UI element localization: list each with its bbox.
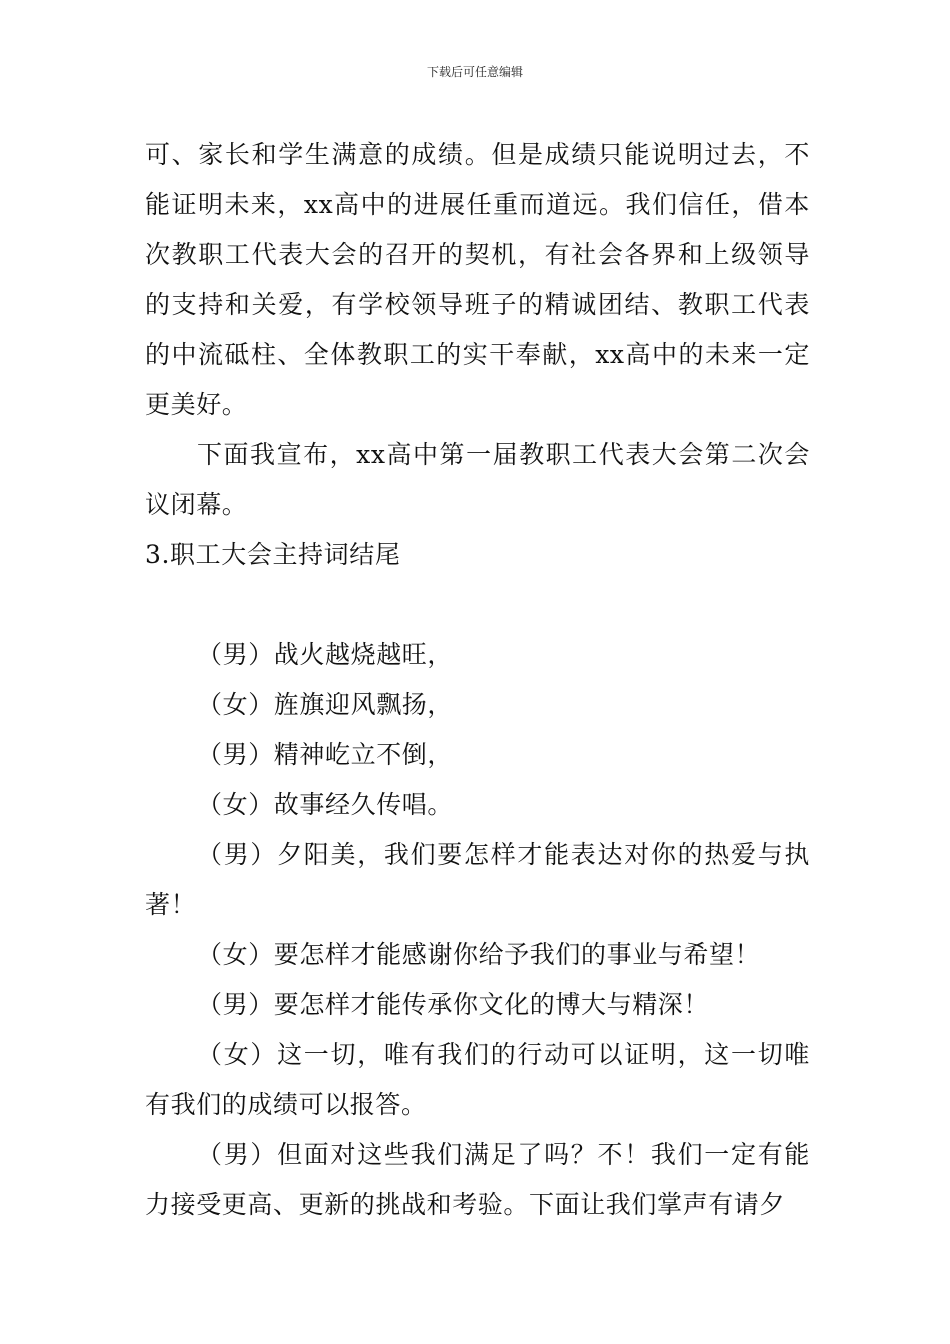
dialogue-line-8: （女）这一切，唯有我们的行动可以证明，这一切唯有我们的成绩可以报答。 [145,1040,810,1119]
dialogue-line-4: （女）故事经久传唱。 [197,790,454,819]
dialogue-line-2: （女）旌旗迎风飘扬， [197,690,454,719]
dialogue-line-1: （男）战火越烧越旺， [197,640,454,669]
dialogue-line-5: （男）夕阳美，我们要怎样才能表达对你的热爱与执著！ [145,840,810,919]
section-title: 3.职工大会主持词结尾 [145,540,401,569]
page-header-note: 下载后可任意编辑 [426,65,523,79]
dialogue-line-3: （男）精神屹立不倒， [197,740,454,769]
paragraph-closing-announcement: 下面我宣布，xx高中第一届教职工代表大会第二次会议闭幕。 [145,440,810,519]
blank-line [145,580,810,630]
paragraph-closing-remarks: 可、家长和学生满意的成绩。但是成绩只能说明过去，不能证明未来，xx高中的进展任重而道远。我们信任，借本次教职工代表大会的召开的契机，有社会各界和上级领导的支持和关爱，有学校领导班子的精诚团结、教职工代表的中流砥柱、全体教职工的实干奉献，xx高中的未来一定更美好。 [145,140,810,419]
dialogue-line-7: （男）要怎样才能传承你文化的博大与精深！ [197,990,710,1019]
dialogue-line-9: （男）但面对这些我们满足了吗？不！我们一定有能力接受更高、更新的挑战和考验。下面让我们掌声有请夕 [145,1140,810,1219]
dialogue-line-6: （女）要怎样才能感谢你给予我们的事业与希望！ [197,940,761,969]
document-body [145,130,810,1230]
